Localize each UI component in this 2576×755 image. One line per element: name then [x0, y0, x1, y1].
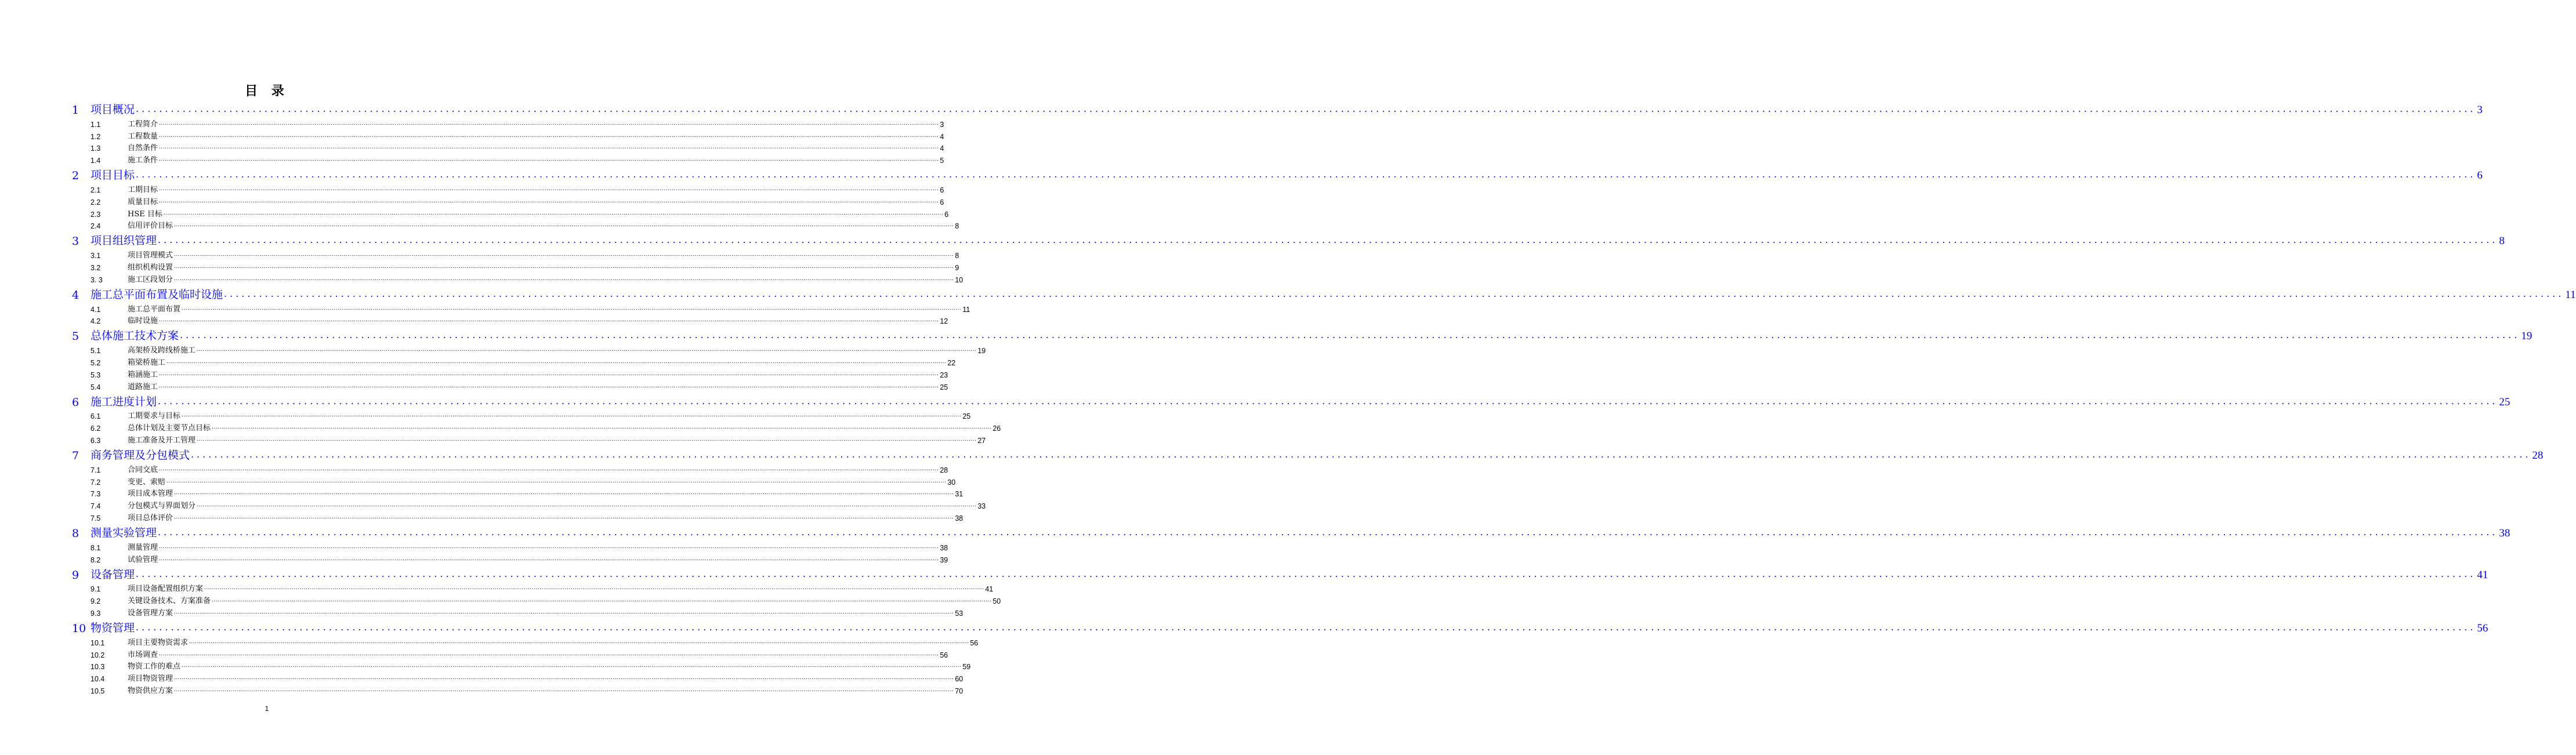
toc-number: 1.3: [90, 144, 101, 153]
toc-title: 临时设施: [128, 317, 158, 326]
toc-title: 设备管理方案: [128, 608, 173, 618]
toc-number: 10.5: [90, 687, 105, 695]
toc-title: 信用评价目标: [128, 222, 173, 231]
toc-page: 25: [962, 412, 971, 421]
toc-leader: ................................................................................................................................................................................................................................................................................................................................................................................................................: [158, 395, 2498, 406]
toc-page: 50: [992, 597, 1001, 606]
toc-number: 5.3: [90, 371, 101, 379]
toc-leader: ................................................................................................................................................................................................................................................................................................................................................................................................................: [197, 347, 977, 353]
toc-leader: ................................................................................................................................................................................................................................................................................................................................................................................................................: [174, 263, 954, 270]
toc-page: 38: [2499, 527, 2510, 539]
toc-title: 项目总体评价: [128, 513, 173, 522]
toc-leader: ................................................................................................................................................................................................................................................................................................................................................................................................................: [204, 585, 984, 591]
toc-section[interactable]: [72, 420, 1001, 433]
toc-section[interactable]: [72, 593, 1001, 606]
toc-leader: ................................................................................................................................................................................................................................................................................................................................................................................................................: [159, 198, 939, 204]
toc-leader: ................................................................................................................................................................................................................................................................................................................................................................................................................: [163, 210, 944, 216]
toc-section[interactable]: [72, 153, 944, 165]
toc-title: 项目主要物资需求: [128, 638, 189, 647]
toc-section[interactable]: [72, 582, 994, 594]
toc-leader: ................................................................................................................................................................................................................................................................................................................................................................................................................: [197, 436, 977, 442]
toc-number: 1.1: [90, 120, 101, 129]
toc-number: 1.2: [90, 132, 101, 141]
toc-title: 工程数量: [128, 132, 158, 141]
toc-number: 9.1: [90, 585, 101, 594]
toc-page: 6: [2477, 169, 2483, 182]
toc-leader: ................................................................................................................................................................................................................................................................................................................................................................................................................: [159, 120, 939, 126]
toc-number: 9.2: [90, 597, 101, 606]
toc-section[interactable]: [72, 194, 944, 206]
toc-number: 8.2: [90, 556, 101, 564]
toc-leader: ................................................................................................................................................................................................................................................................................................................................................................................................................: [174, 222, 954, 228]
toc-number: 7.4: [90, 502, 101, 511]
toc-title: 施工区段划分: [128, 275, 173, 284]
toc-number: 10.4: [90, 675, 105, 684]
toc-leader: ................................................................................................................................................................................................................................................................................................................................................................................................................: [159, 556, 939, 562]
toc-page: 30: [947, 478, 956, 487]
toc-page: 10: [955, 275, 963, 284]
toc-page: 38: [955, 514, 963, 522]
toc-title: 合同交底: [128, 465, 158, 474]
toc-title: 分包模式与界面划分: [128, 502, 196, 511]
toc-leader: ................................................................................................................................................................................................................................................................................................................................................................................................................: [158, 526, 2498, 538]
toc-number: 3.1: [90, 252, 101, 260]
toc-chapter[interactable]: [72, 618, 2488, 635]
toc-chapter[interactable]: [72, 445, 2544, 462]
toc-title: 项目概况: [90, 103, 135, 116]
toc-section[interactable]: [72, 498, 986, 511]
toc-title: HSE 目标: [128, 209, 162, 219]
toc-title: 施工准备及开工管理: [128, 435, 196, 445]
toc-leader: ................................................................................................................................................................................................................................................................................................................................................................................................................: [158, 234, 2498, 246]
toc-title: 箱梁桥施工: [128, 358, 166, 367]
toc-section[interactable]: [72, 433, 986, 445]
toc-section[interactable]: [72, 302, 970, 314]
toc-title: 道路施工: [128, 382, 158, 391]
toc-section[interactable]: [72, 314, 948, 326]
toc-page: 19: [2521, 330, 2532, 343]
toc-section[interactable]: [72, 182, 944, 194]
toc-number: 9.3: [90, 609, 101, 618]
toc-title: 工期要求与目标: [128, 412, 181, 421]
toc-page: 59: [962, 663, 971, 671]
toc-leader: ................................................................................................................................................................................................................................................................................................................................................................................................................: [159, 317, 939, 324]
toc-title: 项目管理模式: [128, 251, 173, 260]
toc-chapter[interactable]: [72, 325, 2532, 343]
toc-section[interactable]: [72, 129, 944, 141]
toc-title: 项目设备配置组织方案: [128, 585, 204, 594]
toc-page: 23: [940, 371, 948, 379]
toc-leader: ................................................................................................................................................................................................................................................................................................................................................................................................................: [159, 466, 939, 472]
toc-number: 3. 3: [90, 275, 103, 284]
toc-leader: ................................................................................................................................................................................................................................................................................................................................................................................................................: [180, 329, 2520, 341]
toc-page: 31: [955, 490, 963, 499]
toc-number: 8.1: [90, 543, 101, 552]
toc-title: 项目成本管理: [128, 489, 173, 499]
toc-section[interactable]: [72, 379, 948, 391]
toc-title: 测量管理: [128, 543, 158, 552]
toc-section[interactable]: [72, 510, 963, 522]
toc-leader: ................................................................................................................................................................................................................................................................................................................................................................................................................: [182, 412, 962, 419]
toc-page: 70: [955, 687, 963, 695]
toc-title: 项目物资管理: [128, 674, 173, 684]
toc-chapter[interactable]: [72, 99, 2483, 117]
toc-number: 10.3: [90, 663, 105, 671]
toc-page: 11: [2565, 288, 2576, 301]
toc-title: 质量目标: [128, 197, 158, 206]
toc-leader: ................................................................................................................................................................................................................................................................................................................................................................................................................: [191, 448, 2531, 460]
toc-number: 8: [72, 527, 79, 540]
toc-page: 56: [940, 651, 948, 659]
toc-page: 6: [940, 198, 944, 206]
toc-section[interactable]: [72, 367, 948, 379]
toc-number: 2: [72, 169, 79, 183]
toc-page: 53: [955, 609, 963, 618]
toc-leader: ................................................................................................................................................................................................................................................................................................................................................................................................................: [159, 543, 939, 550]
toc-number: 5: [72, 330, 79, 343]
toc-section[interactable]: [72, 272, 963, 284]
toc-page: 56: [2477, 622, 2488, 634]
toc-leader: ................................................................................................................................................................................................................................................................................................................................................................................................................: [136, 568, 2476, 579]
toc-section[interactable]: [72, 260, 959, 272]
toc-title: 商务管理及分包模式: [90, 448, 190, 462]
toc-number: 1: [72, 104, 79, 117]
toc-section[interactable]: [72, 355, 956, 367]
toc-page: 5: [940, 157, 944, 165]
toc-page: 39: [940, 556, 948, 564]
toc-page: 33: [977, 502, 986, 511]
toc-number: 1.4: [90, 157, 101, 165]
page-number: 1: [265, 705, 269, 713]
toc-page: 41: [2477, 568, 2488, 581]
toc-number: 2.3: [90, 210, 101, 219]
toc-page: 6: [944, 210, 949, 219]
toc-number: 9: [72, 568, 79, 582]
toc-leader: ................................................................................................................................................................................................................................................................................................................................................................................................................: [174, 687, 954, 693]
toc-leader: ................................................................................................................................................................................................................................................................................................................................................................................................................: [182, 663, 962, 669]
toc-leader: ................................................................................................................................................................................................................................................................................................................................................................................................................: [166, 358, 947, 365]
toc-number: 7.5: [90, 514, 101, 522]
toc-number: 5.2: [90, 358, 101, 367]
toc-page: 60: [955, 675, 963, 684]
toc-number: 6.2: [90, 424, 101, 433]
toc-section[interactable]: [72, 248, 959, 260]
toc-title: 设备管理: [90, 568, 135, 581]
table-of-contents: [72, 99, 2576, 695]
toc-leader: ................................................................................................................................................................................................................................................................................................................................................................................................................: [224, 288, 2564, 299]
toc-section[interactable]: [72, 540, 948, 552]
toc-section[interactable]: [72, 409, 971, 421]
toc-section[interactable]: [72, 659, 971, 671]
toc-page: 25: [2499, 395, 2510, 408]
toc-title: 总体计划及主要节点目标: [128, 424, 211, 433]
toc-leader: ................................................................................................................................................................................................................................................................................................................................................................................................................: [182, 305, 962, 311]
toc-page: 56: [970, 638, 979, 647]
toc-leader: ................................................................................................................................................................................................................................................................................................................................................................................................................: [174, 490, 954, 496]
toc-title: 测量实验管理: [90, 526, 157, 539]
toc-number: 6.3: [90, 436, 101, 445]
toc-leader: ................................................................................................................................................................................................................................................................................................................................................................................................................: [159, 383, 939, 389]
toc-leader: ................................................................................................................................................................................................................................................................................................................................................................................................................: [174, 675, 954, 681]
toc-chapter[interactable]: [72, 284, 2576, 302]
toc-leader: ................................................................................................................................................................................................................................................................................................................................................................................................................: [159, 651, 939, 657]
toc-page: 8: [2499, 235, 2505, 248]
toc-title: 施工进度计划: [90, 395, 157, 408]
toc-title: 施工总平面布置及临时设施: [90, 288, 223, 301]
toc-number: 7: [72, 449, 79, 462]
toc-section[interactable]: [72, 117, 944, 129]
toc-chapter[interactable]: [72, 564, 2488, 582]
toc-title: 工程简介: [128, 119, 158, 129]
toc-number: 3: [72, 235, 79, 248]
toc-number: 2.2: [90, 198, 101, 206]
toc-section[interactable]: [72, 552, 948, 564]
toc-chapter[interactable]: [72, 230, 2505, 248]
toc-page: 4: [940, 132, 944, 141]
page-title: 目 录: [245, 84, 289, 99]
toc-leader: ................................................................................................................................................................................................................................................................................................................................................................................................................: [136, 103, 2476, 114]
toc-chapter[interactable]: [72, 391, 2510, 409]
toc-section[interactable]: [72, 474, 956, 487]
toc-title: 总体施工技术方案: [90, 329, 179, 343]
toc-section[interactable]: [72, 683, 963, 695]
toc-section[interactable]: [72, 462, 948, 474]
toc-page: 26: [992, 424, 1001, 433]
toc-page: 27: [977, 436, 986, 445]
toc-leader: ................................................................................................................................................................................................................................................................................................................................................................................................................: [159, 132, 939, 139]
toc-number: 4: [72, 288, 79, 302]
toc-title: 市场调查: [128, 650, 158, 659]
toc-chapter[interactable]: [72, 522, 2510, 540]
toc-number: 10.1: [90, 638, 105, 647]
toc-leader: ................................................................................................................................................................................................................................................................................................................................................................................................................: [136, 169, 2476, 180]
toc-page: 8: [955, 222, 959, 231]
toc-title: 变更、索赔: [128, 477, 166, 487]
toc-page: 8: [955, 252, 959, 260]
toc-section[interactable]: [72, 605, 963, 618]
toc-title: 组织机构设置: [128, 263, 173, 272]
toc-section[interactable]: [72, 219, 959, 231]
toc-leader: ................................................................................................................................................................................................................................................................................................................................................................................................................: [212, 424, 992, 431]
toc-leader: ................................................................................................................................................................................................................................................................................................................................................................................................................: [159, 186, 939, 192]
toc-section[interactable]: [72, 487, 963, 499]
toc-title: 试验管理: [128, 555, 158, 564]
toc-number: 4.1: [90, 305, 101, 314]
toc-leader: ................................................................................................................................................................................................................................................................................................................................................................................................................: [174, 275, 954, 282]
toc-page: 38: [940, 543, 948, 552]
toc-leader: ................................................................................................................................................................................................................................................................................................................................................................................................................: [159, 157, 939, 163]
toc-section[interactable]: [72, 206, 949, 219]
toc-page: 25: [940, 383, 948, 391]
toc-number: 5.4: [90, 383, 101, 391]
toc-number: 7.2: [90, 478, 101, 487]
toc-page: 6: [940, 186, 944, 194]
toc-page: 12: [940, 317, 948, 326]
toc-leader: ................................................................................................................................................................................................................................................................................................................................................................................................................: [166, 478, 947, 484]
toc-leader: ................................................................................................................................................................................................................................................................................................................................................................................................................: [197, 502, 977, 509]
toc-leader: ................................................................................................................................................................................................................................................................................................................................................................................................................: [212, 597, 992, 604]
toc-title: 施工总平面布置: [128, 304, 181, 314]
toc-number: 10: [72, 622, 86, 635]
toc-title: 关键设备技术、方案准备: [128, 597, 211, 606]
toc-section[interactable]: [72, 635, 979, 647]
toc-page: 11: [962, 305, 970, 314]
toc-page: 22: [947, 358, 956, 367]
toc-number: 7.1: [90, 466, 101, 474]
toc-section[interactable]: [72, 671, 963, 684]
toc-page: 3: [2477, 104, 2483, 116]
toc-title: 项目组织管理: [90, 234, 157, 248]
toc-title: 物资工作的难点: [128, 662, 181, 671]
toc-leader: ................................................................................................................................................................................................................................................................................................................................................................................................................: [159, 144, 939, 151]
toc-leader: ................................................................................................................................................................................................................................................................................................................................................................................................................: [174, 609, 954, 615]
toc-title: 项目目标: [90, 169, 135, 182]
toc-chapter[interactable]: [72, 165, 2483, 183]
toc-title: 自然条件: [128, 144, 158, 153]
toc-page: 3: [940, 120, 944, 129]
toc-number: 10.2: [90, 651, 105, 659]
toc-number: 7.3: [90, 490, 101, 499]
toc-leader: ................................................................................................................................................................................................................................................................................................................................................................................................................: [174, 252, 954, 258]
toc-section[interactable]: [72, 343, 986, 355]
toc-title: 箱涵施工: [128, 370, 158, 379]
toc-leader: ................................................................................................................................................................................................................................................................................................................................................................................................................: [189, 638, 969, 645]
toc-section[interactable]: [72, 141, 944, 153]
toc-page: 19: [977, 347, 986, 355]
toc-number: 6.1: [90, 412, 101, 421]
toc-leader: ................................................................................................................................................................................................................................................................................................................................................................................................................: [136, 621, 2476, 633]
toc-leader: ................................................................................................................................................................................................................................................................................................................................................................................................................: [174, 514, 954, 520]
toc-leader: ................................................................................................................................................................................................................................................................................................................................................................................................................: [159, 371, 939, 377]
toc-page: 28: [2532, 449, 2544, 462]
toc-title: 施工条件: [128, 156, 158, 165]
toc-number: 2.4: [90, 222, 101, 231]
toc-title: 高架桥及跨线桥施工: [128, 346, 196, 355]
toc-number: 4.2: [90, 317, 101, 326]
toc-title: 物资供应方案: [128, 686, 173, 695]
toc-page: 28: [940, 466, 948, 474]
toc-title: 工期目标: [128, 185, 158, 194]
toc-page: 9: [955, 263, 959, 272]
toc-number: 3.2: [90, 263, 101, 272]
toc-number: 5.1: [90, 347, 101, 355]
toc-number: 2.1: [90, 186, 101, 194]
toc-title: 物资管理: [90, 621, 135, 634]
toc-number: 6: [72, 395, 79, 409]
toc-section[interactable]: [72, 647, 948, 659]
toc-page: 41: [985, 585, 994, 594]
toc-page: 4: [940, 144, 944, 153]
